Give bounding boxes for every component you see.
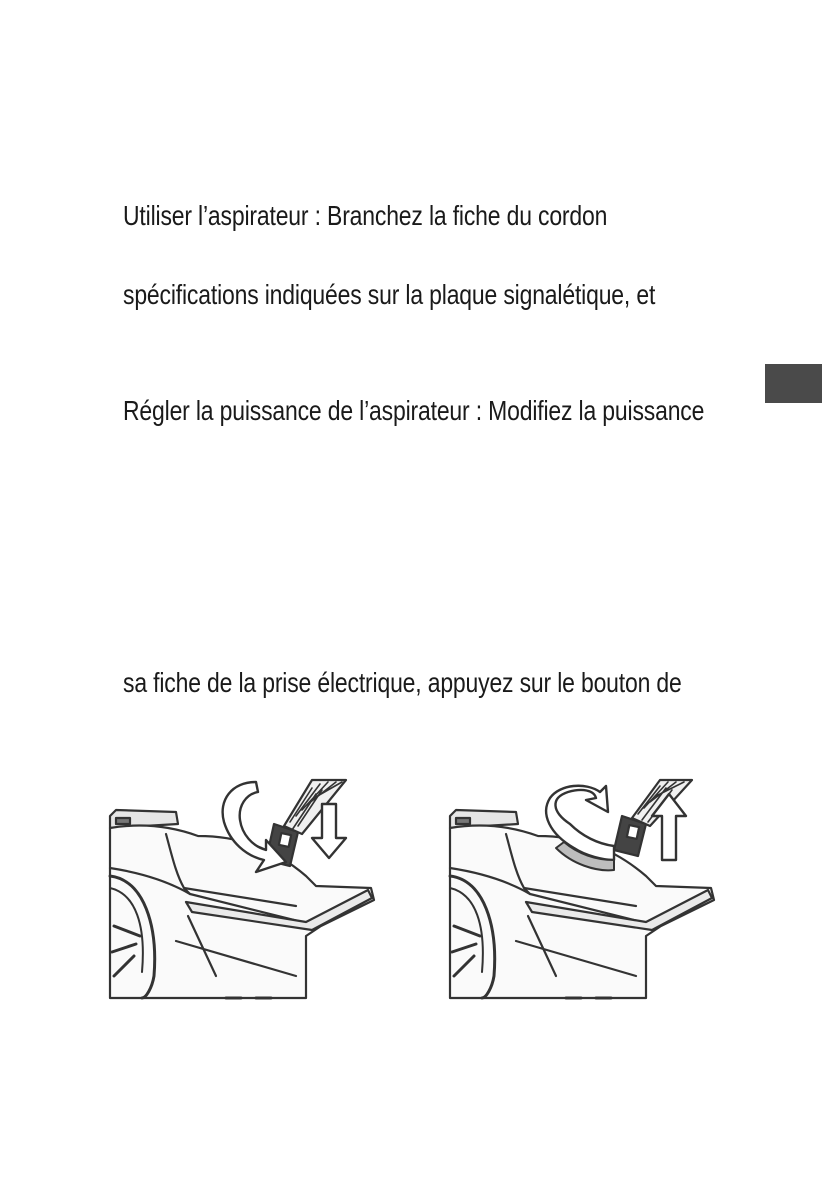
paragraph-unplug: sa fiche de la prise électrique, appuyez sur le bouton de (123, 667, 682, 698)
paragraph-specifications: spécifications indiquées sur la plaque signalétique, et (123, 279, 656, 310)
paragraph-using-vacuum: Utiliser l’aspirateur : Branchez la fiche du cordon (123, 200, 608, 231)
hose-remove-illustration (446, 776, 726, 1006)
hose-insert-illustration (106, 776, 386, 1006)
language-side-tab (765, 364, 822, 403)
paragraph-adjust-power: Régler la puissance de l’aspirateur : Modifiez la puissance (123, 395, 705, 426)
